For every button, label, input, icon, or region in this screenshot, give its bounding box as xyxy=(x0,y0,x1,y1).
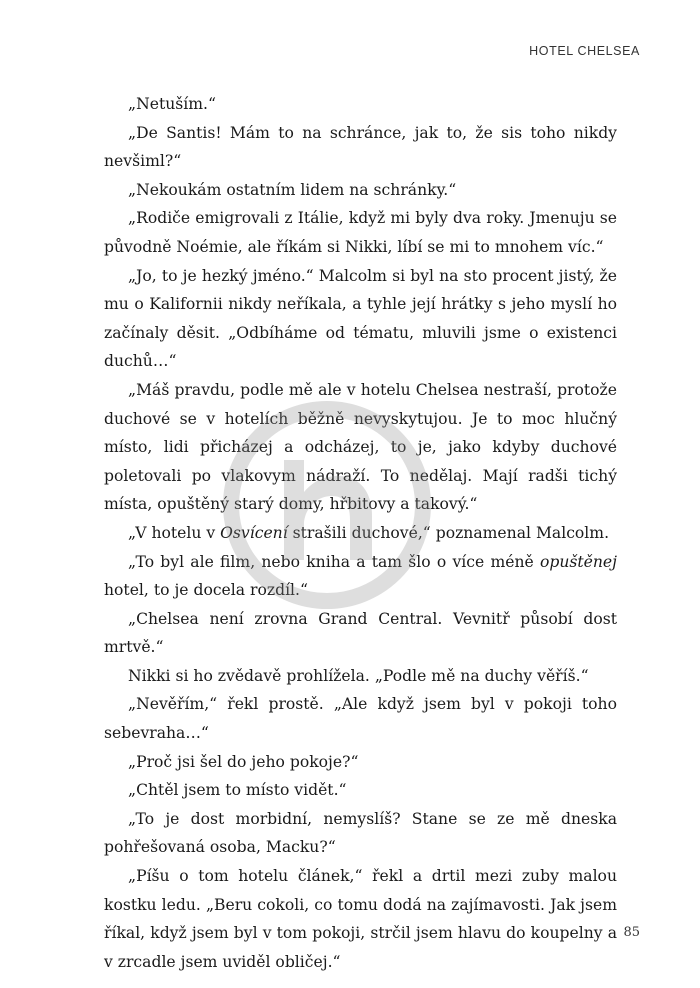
paragraph xyxy=(104,862,617,976)
paragraph-text: „Chelsea není zrovna Grand Central. Vevnitř působí dost mrtvě.“ xyxy=(104,609,617,657)
paragraph xyxy=(104,176,617,205)
paragraph-text: „Píšu o tom hotelu článek,“ řekl a drtil mezi zuby malou kostku ledu. „Beru cokoli, co tomu dodá na zajímavosti. Jak jsem říkal, když jsem byl v tom pokoji, strčil jsem hlavu do koupelny a v zrcadle jsem uviděl obličej.“ xyxy=(104,867,617,971)
paragraph xyxy=(104,662,617,691)
paragraph xyxy=(104,805,617,862)
paragraph xyxy=(104,519,617,548)
page-number: 85 xyxy=(623,925,640,940)
paragraph-text: Nikki si ho zvědavě prohlížela. „Podle mě na duchy věříš.“ xyxy=(128,666,589,685)
paragraph-text: „To byl ale film, nebo kniha a tam šlo o více méně xyxy=(128,552,540,571)
paragraph xyxy=(104,548,617,605)
paragraph-text: „To je dost morbidní, nemyslíš? Stane se ze mě dneska pohřešovaná osoba, Macku?“ xyxy=(104,809,617,857)
running-head: HOTEL CHELSEA xyxy=(529,44,640,58)
paragraph-text: „Jo, to je hezký jméno.“ Malcolm si byl na sto procent jistý, že mu o Kalifornii nikdy neříkala, a tyhle její hrátky s jeho myslí ho začínaly děsit. „Odbíháme od tématu, mluvili jsme o existenci duchů…“ xyxy=(104,266,617,371)
paragraph xyxy=(104,204,617,261)
paragraph-text: „De Santis! Mám to na schránce, jak to, že sis toho nikdy nevšiml?“ xyxy=(104,123,617,171)
paragraph-text: „V hotelu v xyxy=(128,523,221,542)
paragraph-text: strašili duchové,“ poznamenal Malcolm. xyxy=(287,523,610,542)
paragraph xyxy=(104,776,617,805)
paragraph xyxy=(104,90,617,119)
paragraph-text: „Máš pravdu, podle mě ale v hotelu Chelsea nestraší, protože duchové se v hotelích běžně nevyskytujou. Je to moc hlučný místo, lidi přicházej a odcházej, to je, jako kdyby duchové poletovali po vlakovym nádraží. To nedělaj. Mají radši tichý místa, opuštěný starý domy, hřbitovy a takový.“ xyxy=(104,380,617,514)
body-text xyxy=(104,90,617,976)
paragraph xyxy=(104,376,617,519)
paragraph-text: „Rodiče emigrovali z Itálie, když mi byly dva roky. Jmenuju se původně Noémie, ale říkám si Nikki, líbí se mi to mnohem víc.“ xyxy=(104,209,617,256)
paragraph xyxy=(104,119,617,176)
paragraph xyxy=(104,262,617,376)
paragraph xyxy=(104,690,617,747)
paragraph-text: „Nevěřím,“ řekl prostě. „Ale když jsem byl v pokoji toho sebevraha…“ xyxy=(104,695,617,743)
italic-text: Osvícení xyxy=(220,523,288,542)
italic-text: opuštěnej xyxy=(539,552,617,571)
paragraph xyxy=(104,748,617,777)
paragraph-text: „Proč jsi šel do jeho pokoje?“ xyxy=(128,752,359,771)
paragraph-text: „Nekoukám ostatním lidem na schránky.“ xyxy=(128,180,457,199)
paragraph-text: hotel, to je docela rozdíl.“ xyxy=(104,581,308,600)
paragraph xyxy=(104,605,617,662)
paragraph-text: „Netuším.“ xyxy=(128,95,216,113)
paragraph-text: „Chtěl jsem to místo vidět.“ xyxy=(128,781,347,800)
